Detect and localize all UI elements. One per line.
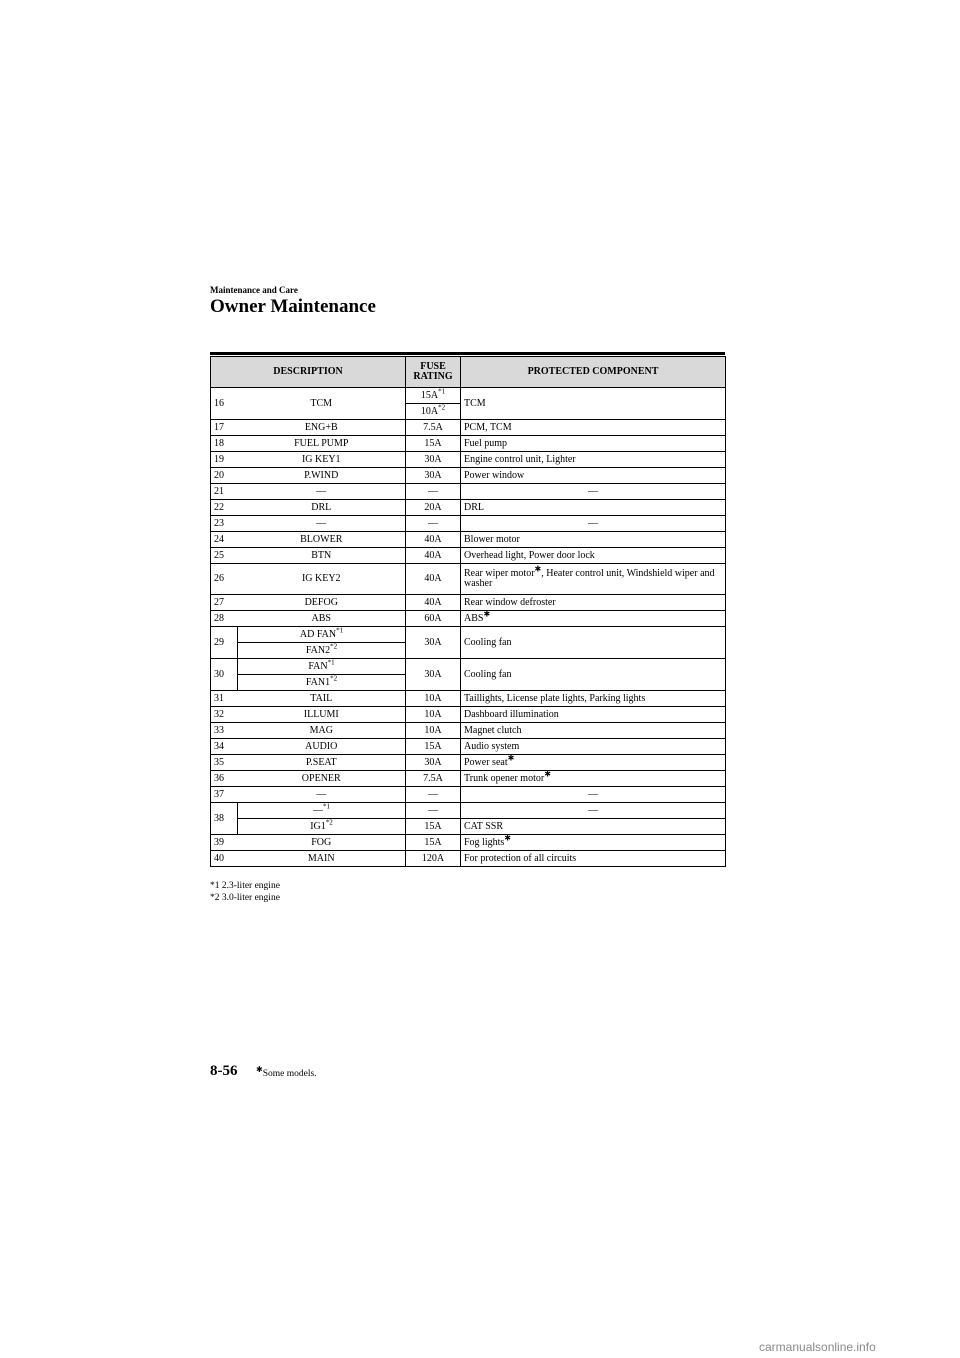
fuse-rating: 20A xyxy=(406,500,461,516)
some-models-star-icon: ✱ xyxy=(507,753,515,763)
table-row xyxy=(211,595,726,611)
fuse-number: 26 xyxy=(211,564,238,595)
some-models-star-icon: ✱ xyxy=(256,1064,263,1074)
table-row xyxy=(211,436,726,452)
table-row xyxy=(211,787,726,803)
protected-component: — xyxy=(461,484,726,500)
fuse-number: 24 xyxy=(211,532,238,548)
table-row xyxy=(211,516,726,532)
protected-component: Blower motor xyxy=(461,532,726,548)
fuse-description: AUDIO xyxy=(238,739,406,755)
fuse-description: MAIN xyxy=(238,851,406,867)
fuse-description: ILLUMI xyxy=(238,707,406,723)
table-row xyxy=(211,755,726,771)
fuse-number: 21 xyxy=(211,484,238,500)
fuse-rating: 40A xyxy=(406,564,461,595)
protected-component: Fuel pump xyxy=(461,436,726,452)
fuse-rating: — xyxy=(406,787,461,803)
protected-component: TCM xyxy=(461,388,726,420)
fuse-description: AD FAN$^{*1}$ xyxy=(238,627,406,643)
fuse-description: ENG+B xyxy=(238,420,406,436)
table-row xyxy=(211,468,726,484)
header-description: DESCRIPTION xyxy=(211,357,406,388)
table-row xyxy=(211,819,726,835)
page-number: 8-56 xyxy=(210,1063,238,1079)
protected-component: Fog lights✱ xyxy=(461,835,726,851)
protected-component: Taillights, License plate lights, Parking lights xyxy=(461,691,726,707)
protected-component: Cooling fan xyxy=(461,627,726,659)
fuse-number: 29 xyxy=(211,627,238,659)
fuse-description: FOG xyxy=(238,835,406,851)
table-row xyxy=(211,564,726,595)
fuse-description: FAN$^{*1}$ xyxy=(238,659,406,675)
fuse-description: FAN2$^{*2}$ xyxy=(238,643,406,659)
table-row xyxy=(211,739,726,755)
protected-component: — xyxy=(461,803,726,819)
fuse-rating: $15A^{*1}$ xyxy=(406,388,461,404)
note-2: *2 3.0-liter engine xyxy=(210,893,280,903)
fuse-rating: — xyxy=(406,484,461,500)
fuse-number: 20 xyxy=(211,468,238,484)
fuse-number: 33 xyxy=(211,723,238,739)
fuse-description: IG KEY2 xyxy=(238,564,406,595)
table-row xyxy=(211,420,726,436)
fuse-number: 39 xyxy=(211,835,238,851)
protected-component: CAT SSR xyxy=(461,819,726,835)
fuse-description: P.WIND xyxy=(238,468,406,484)
fuse-number: 37 xyxy=(211,787,238,803)
fuse-description: TAIL xyxy=(238,691,406,707)
fuse-rating: 120A xyxy=(406,851,461,867)
table-row xyxy=(211,500,726,516)
table-row xyxy=(211,691,726,707)
page-title: Owner Maintenance xyxy=(210,296,376,317)
fuse-number: 18 xyxy=(211,436,238,452)
fuse-number: 17 xyxy=(211,420,238,436)
protected-component: Dashboard illumination xyxy=(461,707,726,723)
fuse-description: TCM xyxy=(238,388,406,420)
protected-component: Rear window defroster xyxy=(461,595,726,611)
protected-component: Magnet clutch xyxy=(461,723,726,739)
protected-component: Rear wiper motor✱, Heater control unit, Windshield wiper and washer xyxy=(461,564,726,595)
fuse-number: 30 xyxy=(211,659,238,691)
fuse-number: 19 xyxy=(211,452,238,468)
protected-component: ABS✱ xyxy=(461,611,726,627)
fuse-rating: 10A xyxy=(406,723,461,739)
fuse-description: OPENER xyxy=(238,771,406,787)
protected-component: Cooling fan xyxy=(461,659,726,691)
some-models-star-icon: ✱ xyxy=(544,769,551,779)
header-row xyxy=(211,357,726,388)
fuse-description: — xyxy=(238,787,406,803)
fuse-rating: 15A xyxy=(406,739,461,755)
fuse-rating: 15A xyxy=(406,436,461,452)
some-models-star-icon: ✱ xyxy=(483,609,491,619)
engine-notes xyxy=(210,880,280,904)
fuse-rating: 30A xyxy=(406,755,461,771)
fuse-number: 36 xyxy=(211,771,238,787)
table-row xyxy=(211,548,726,564)
some-models-star-icon: ✱ xyxy=(534,564,542,574)
fuse-rating: 15A xyxy=(406,819,461,835)
fuse-rating: $10A^{*2}$ xyxy=(406,404,461,420)
some-models-star-icon: ✱ xyxy=(504,833,511,843)
fuse-description: BTN xyxy=(238,548,406,564)
fuse-rating: — xyxy=(406,516,461,532)
fuse-description: — xyxy=(238,516,406,532)
fuse-table xyxy=(210,356,726,867)
header-protected-component: PROTECTED COMPONENT xyxy=(461,357,726,388)
fuse-description: P.SEAT xyxy=(238,755,406,771)
table-row xyxy=(211,771,726,787)
fuse-description: MAG xyxy=(238,723,406,739)
protected-component: Engine control unit, Lighter xyxy=(461,452,726,468)
fuse-rating: 30A xyxy=(406,468,461,484)
fuse-rating: 30A xyxy=(406,659,461,691)
protected-component: Power window xyxy=(461,468,726,484)
fuse-number: 34 xyxy=(211,739,238,755)
protected-component: — xyxy=(461,516,726,532)
fuse-rating: 10A xyxy=(406,691,461,707)
fuse-number: 32 xyxy=(211,707,238,723)
protected-component: Trunk opener motor✱ xyxy=(461,771,726,787)
table-row xyxy=(211,611,726,627)
fuse-rating: — xyxy=(406,803,461,819)
fuse-rating: 30A xyxy=(406,452,461,468)
fuse-number: 40 xyxy=(211,851,238,867)
fuse-number: 25 xyxy=(211,548,238,564)
table-row xyxy=(211,835,726,851)
fuse-description: —$^{*1}$ xyxy=(238,803,406,819)
table-row xyxy=(211,452,726,468)
protected-component: PCM, TCM xyxy=(461,420,726,436)
title-rule xyxy=(210,352,725,355)
table-row xyxy=(211,659,726,675)
fuse-description: FAN1$^{*2}$ xyxy=(238,675,406,691)
table-row xyxy=(211,723,726,739)
watermark: carmanualsonline.info xyxy=(759,1340,876,1354)
fuse-description: — xyxy=(238,484,406,500)
fuse-rating: 60A xyxy=(406,611,461,627)
fuse-number: 31 xyxy=(211,691,238,707)
some-models-footnote: ✱Some models. xyxy=(256,1064,317,1079)
protected-component: Overhead light, Power door lock xyxy=(461,548,726,564)
protected-component: For protection of all circuits xyxy=(461,851,726,867)
protected-component: DRL xyxy=(461,500,726,516)
fuse-description: FUEL PUMP xyxy=(238,436,406,452)
fuse-rating: 30A xyxy=(406,627,461,659)
table-row xyxy=(211,803,726,819)
fuse-rating: 7.5A xyxy=(406,420,461,436)
fuse-number: 22 xyxy=(211,500,238,516)
header-fuse-rating: FUSE RATING xyxy=(406,357,461,388)
fuse-number: 38 xyxy=(211,803,238,835)
protected-component: Audio system xyxy=(461,739,726,755)
fuse-rating: 7.5A xyxy=(406,771,461,787)
table-row xyxy=(211,707,726,723)
section-label: Maintenance and Care xyxy=(210,285,298,295)
fuse-description: ABS xyxy=(238,611,406,627)
fuse-description: IG KEY1 xyxy=(238,452,406,468)
fuse-rating: 10A xyxy=(406,707,461,723)
table-row xyxy=(211,532,726,548)
fuse-number: 27 xyxy=(211,595,238,611)
fuse-number: 23 xyxy=(211,516,238,532)
fuse-description: IG1$^{*2}$ xyxy=(238,819,406,835)
table-row xyxy=(211,484,726,500)
fuse-rating: 40A xyxy=(406,532,461,548)
protected-component: Power seat✱ xyxy=(461,755,726,771)
fuse-rating: 40A xyxy=(406,548,461,564)
table-row xyxy=(211,627,726,643)
note-1: *1 2.3-liter engine xyxy=(210,881,280,891)
fuse-rating: 15A xyxy=(406,835,461,851)
fuse-description: BLOWER xyxy=(238,532,406,548)
fuse-description: DEFOG xyxy=(238,595,406,611)
fuse-number: 28 xyxy=(211,611,238,627)
fuse-rating: 40A xyxy=(406,595,461,611)
fuse-number: 35 xyxy=(211,755,238,771)
fuse-description: DRL xyxy=(238,500,406,516)
fuse-number: 16 xyxy=(211,388,238,420)
table-row xyxy=(211,388,726,404)
table-row xyxy=(211,851,726,867)
protected-component: — xyxy=(461,787,726,803)
